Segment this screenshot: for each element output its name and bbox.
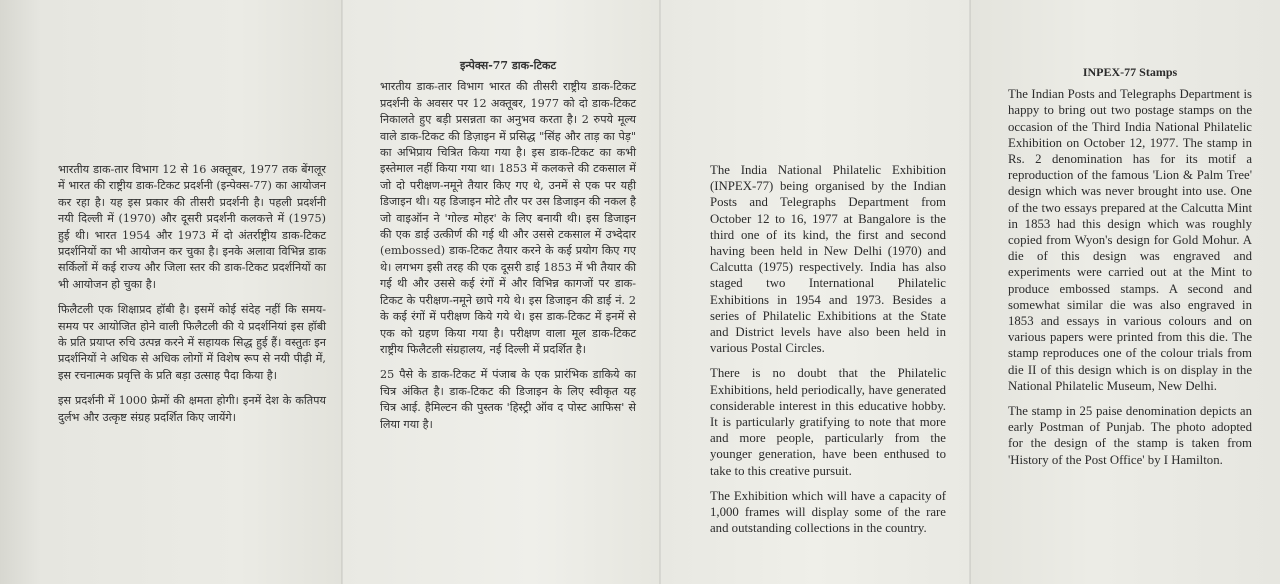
hindi-intro-text [58,162,326,435]
english-stamps-paragraph-1: The Indian Posts and Telegraphs Department is happy to bring out two postage stamps on the occasion of the Third India National Philatelic Exhibition on October 12, 1977. The stamp in Rs. 2 denomination has for its motif a reproduction of the famous 'Lion & Palm Tree' design which was never brought into use. One of the two essays prepared at the Calcutta Mint in 1853 had this design which was roughly copied from Wyon's design for Gold Mohur. A die of this design was engraved and experiments were carried out at the Mint to produce embossed stamps. A second and somewhat similar die was also engraved in 1853 and essays in various colours and on various papers were printed from this die. The stamp reproduces one of the colour trials from die II of this design which is on display in the National Philatelic Museum, New Delhi. [1008,87,1252,393]
english-stamps-title: INPEX-77 Stamps [1082,65,1178,79]
hindi-stamps-paragraph-2: 25 पैसे के डाक-टिकट में पंजाब के एक प्रारंभिक डाकिये का चित्र अंकित है। डाक-टिकट की डिजाइन के लिए स्वीकृत यह चित्र आई. हैमिल्टन की पुस्तक 'हिस्ट्री ऑव द पोस्ट आफिस' से लिया गया है। [380,368,636,431]
english-stamps-text [1008,64,1252,477]
hindi-stamps-text [380,58,636,442]
hindi-intro-paragraph-3: इस प्रदर्शनी में 1000 फ्रेमों की क्षमता होगी। इनमें देश के कतिपय दुर्लभ और उत्कृष्ट संग्रह प्रदर्शित किए जायेंगे। [58,394,326,424]
hindi-stamps-paragraph-1: भारतीय डाक-तार विभाग भारत की तीसरी राष्ट्रीय डाक-टिकट प्रदर्शनी के अवसर पर 12 अक्तूबर, 1977 को दो डाक-टिकट निकालते हुए बड़ी प्रसन्नता का अनुभव करता है। 2 रुपये मूल्य वाले डाक-टिकट की डिज़ाइन में प्रसिद्ध "सिंह और ताड़ का पेड़" का अभिप्राय चित्रित किया गया है। इस डाक-टिकट का कभी इस्तेमाल नहीं किया गया था। 1853 में कलकत्ते की टकसाल में जो दो परीक्षण-नमूने तैयार किए गए थे, उनमें से एक पर यही डिजाइन थी। यह डिजाइन मोटे तौर पर उस डिजाइन की नकल है जो वाइऑन ने 'गोल्ड मोहर' के लिए बनायी थी। इस डिजाइन की एक डाई उत्कीर्ण की गई थी और उससे टकसाल में उभ्देदार (embossed) डाक-टिकट तैयार करने के कई प्रयोग किए गए थे। लगभग इसी तरह की एक दूसरी डाई 1853 में भी तैयार की गई थी और उससे कई रंगों में और विभिन्न कागजों पर डाक-टिकट के परीक्षण-नमूने छापे गये थे। इस डिजाइन की डाई नं. 2 के कई रंगों में परीक्षण किये गये थे। इस डाक-टिकट में इनमें से एक को ग्रहण किया गया है। परीक्षण वाला मूल डाक-टिकट राष्ट्रीय फिलैटली संग्रहालय, नई दिल्ली में प्रदर्शित है। [380,80,636,356]
english-intro-paragraph-1: The India National Philatelic Exhibition (INPEX-77) being organised by the Indian Posts and Telegraphs Department from October 12 to 16, 1977 at Bangalore is the third one of its kind, the first and second having been held in New Delhi (1970) and Calcutta (1975) respectively. India has also staged two International Philatelic Exhibitions in 1954 and 1973. Besides a series of Philatelic Exhibitions at the State and District levels have also been held in various Postal Circles. [710,163,946,356]
english-intro-text [710,162,946,545]
panel-english-intro [660,0,970,584]
english-intro-paragraph-3: The Exhibition which will have a capacity of 1,000 frames will display some of the rare and outstanding collections in the country. [710,488,946,536]
english-intro-paragraph-2: There is no doubt that the Philatelic Exhibitions, held periodically, have generated considerable interest in this educative hobby. It is particularly gratifying to note that more and more people, particularly from the younger generation, have been enthused to take to this creative pursuit. [710,366,946,478]
panel-hindi-stamps [342,0,660,584]
panel-english-stamps [970,0,1280,584]
hindi-intro-paragraph-1: भारतीय डाक-तार विभाग 12 से 16 अक्तूबर, 1977 तक बेंगलूर में भारत की राष्ट्रीय डाक-टिकट प्रदर्शनी (इन्पेक्स-77) का आयोजन कर रहा है। यह इस प्रकार की तीसरी प्रदर्शनी है। पहली प्रदर्शनी नयी दिल्ली में (1970) और दूसरी प्रदर्शनी कलकत्ते में (1975) हुई थी। भारत 1954 और 1973 में दो अंतर्राष्ट्रीय डाक-टिकट प्रदर्शनियों का भी आयोजन कर चुका है। इनके अलावा विभिन्न डाक सर्किलों में कई राज्य और जिला स्तर की डाक-टिकट प्रदर्शनियों का भी आयोजन हो चुका है। [58,163,326,291]
hindi-intro-paragraph-2: फिलैटली एक शिक्षाप्रद हॉबी है। इसमें कोई संदेह नहीं कि समय-समय पर आयोजित होने वाली फिलैटली की ये प्रदर्शनियां इस हॉबी के प्रति प्रयाप्त रुचि उत्पन्न करने में सहायक सिद्ध हुई हैं। वस्तुतः इन प्रदर्शनियों ने अधिक से अधिक लोगों में विशेष रूप से नयी पीढ़ी में, इस रचनात्मक प्रवृत्ति के प्रति बड़ा उत्साह पैदा किया है। [58,303,326,382]
fold-line [969,0,971,584]
hindi-stamps-title: इन्पेक्स-77 डाक-टिकट [459,59,557,72]
english-stamps-paragraph-2: The stamp in 25 paise denomination depicts an early Postman of Punjab. The photo adopted for the design of the stamp is taken from 'History of the Post Office' by I Hamilton. [1008,404,1252,467]
fold-line [341,0,343,584]
fold-line [659,0,661,584]
panel-hindi-intro [0,0,342,584]
